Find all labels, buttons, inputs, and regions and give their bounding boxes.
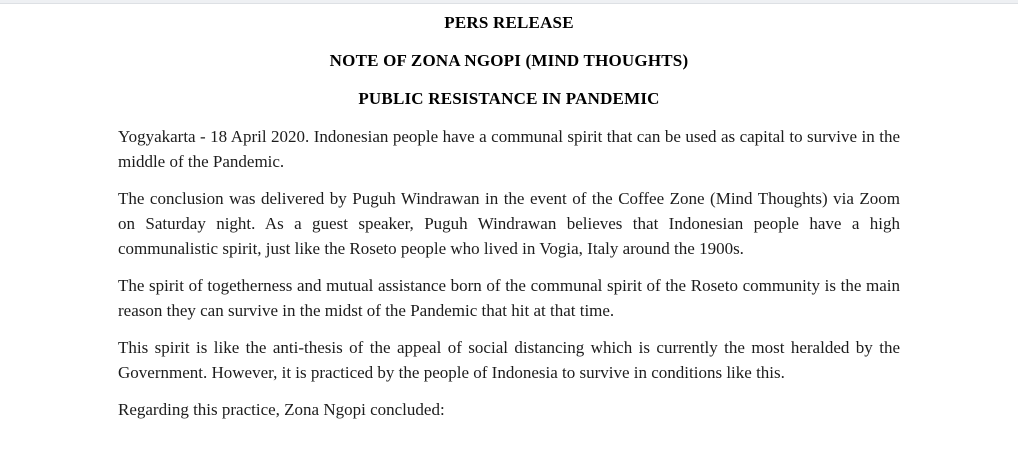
heading-pers-release: PERS RELEASE xyxy=(444,13,574,32)
paragraph-zona-ngopi-concluded: Regarding this practice, Zona Ngopi concluded: xyxy=(118,400,445,419)
paragraph-spirit-togetherness: The spirit of togetherness and mutual assistance born of the communal spirit of the Roseto community is the main reason they can survive in the midst of the Pandemic that hit at that time. xyxy=(118,276,900,320)
heading-note-of-zona-ngopi: NOTE OF ZONA NGOPI (MIND THOUGHTS) xyxy=(329,51,689,70)
paragraph-anti-thesis: This spirit is like the anti-thesis of the appeal of social distancing which is currently the most heralded by the Government. However, it is practiced by the people of Indonesia to survive in conditions like this. xyxy=(118,338,900,382)
paragraph-conclusion-delivered: The conclusion was delivered by Puguh Windrawan in the event of the Coffee Zone (Mind Thoughts) via Zoom on Saturday night. As a guest speaker, Puguh Windrawan believes that Indonesian people have a high communalistic spirit, just like the Roseto people who lived in Vogia, Italy around the 1900s. xyxy=(118,189,900,258)
heading-public-resistance: PUBLIC RESISTANCE IN PANDEMIC xyxy=(358,89,660,108)
paragraph-dateline: Yogyakarta - 18 April 2020. Indonesian people have a communal spirit that can be used as capital to survive in the middle of the Pandemic. xyxy=(118,127,900,171)
document-page xyxy=(0,4,1018,422)
